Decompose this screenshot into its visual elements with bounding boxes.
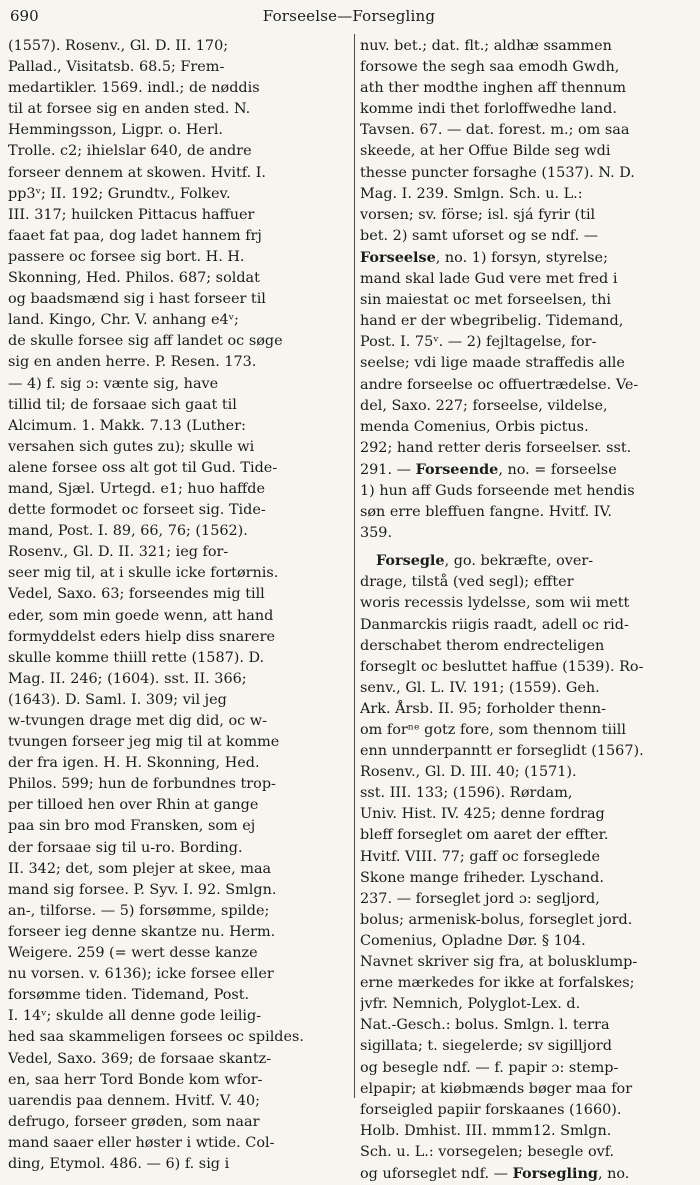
text-line: forseigled papiir forskaanes (1660). bbox=[360, 1101, 622, 1118]
right-column bbox=[360, 36, 692, 1185]
text-line: derschabet therom endrecteligen bbox=[360, 637, 605, 654]
text-line: Hvitf. VIII. 77; gaff oc forseglede bbox=[360, 848, 601, 865]
text-line: ath ther modthe inghen aff thennum bbox=[360, 80, 626, 97]
text-line: Holb. Dmhist. III. mmm12. Smlgn. bbox=[360, 1122, 612, 1139]
text-line: der fra igen. H. H. Skonning, Hed. bbox=[8, 755, 260, 772]
text-line: w-tvungen drage met dig did, oc w- bbox=[8, 713, 267, 729]
text-line: forsowe the segh saa emodh Gwdh, bbox=[360, 59, 620, 76]
text-line: Mag. II. 246; (1604). sst. II. 366; bbox=[8, 670, 247, 687]
text-line: Rosenv., Gl. D. II. 321; ieg for- bbox=[8, 544, 229, 561]
text-line: I. 14ᵛ; skulde all denne gode leilig- bbox=[8, 1008, 262, 1025]
text-line: an-, tilforse. — 5) forsømme, spilde; bbox=[8, 902, 270, 919]
text-line: Weigere. 259 (= wert desse kanze bbox=[8, 945, 258, 962]
text-line: senv., Gl. L. IV. 191; (1559). Geh. bbox=[360, 679, 600, 696]
text-line: tillid til; de forsaae sich gaat til bbox=[8, 396, 237, 413]
text-line: søn erre bleffuen fangne. Hvitf. IV. bbox=[360, 504, 612, 521]
headword: Forsegle bbox=[376, 552, 445, 570]
text-line: mand skal lade Gud vere met fred i bbox=[360, 271, 618, 288]
text-line: seer mig til, at i skulle icke fortørnis. bbox=[8, 565, 279, 582]
text-line: faaet fat paa, dog ladet hannem frj bbox=[8, 227, 262, 244]
text-line: (1643). D. Saml. I. 309; vil jeg bbox=[8, 691, 227, 708]
text-line: bleff forseglet om aaret der effter. bbox=[360, 827, 609, 844]
text-line: de skulle forsee sig aff landet oc søge bbox=[8, 333, 283, 350]
text-line: per tilloed hen over Rhin at gange bbox=[8, 797, 259, 814]
text-line: medartikler. 1569. indl.; de nøddis bbox=[8, 80, 260, 97]
text-line: Danmarckis riigis raadt, adell oc rid- bbox=[360, 616, 629, 633]
text-line: bet. 2) samt uforset og se ndf. — bbox=[360, 227, 599, 244]
text-line: ding, Etymol. 486. — 6) f. sig i bbox=[8, 1155, 230, 1172]
text-line: bolus; armenisk-bolus, forseglet jord. bbox=[360, 911, 633, 928]
headword: Forseelse bbox=[360, 248, 436, 266]
text-line: sst. III. 133; (1596). Rørdam, bbox=[360, 785, 573, 802]
text-line: Nat.-Gesch.: bolus. Smlgn. l. terra bbox=[360, 1017, 610, 1034]
text-line: drage, tilstå (ved segl); effter bbox=[360, 574, 574, 591]
text-line: Forseelse, no. 1) forsyn, styrelse; bbox=[360, 248, 608, 266]
text-line: (1557). Rosenv., Gl. D. II. 170; bbox=[8, 38, 229, 54]
text-line: Sch. u. L.: vorsegelen; besegle ovf. bbox=[360, 1143, 615, 1160]
page-header bbox=[6, 2, 692, 30]
text-line: Philos. 599; hun de forbundnes trop- bbox=[8, 776, 276, 793]
text-line: til at forsee sig en anden sted. N. bbox=[8, 101, 251, 118]
text-line: Mag. I. 239. Smlgn. Sch. u. L.: bbox=[360, 185, 583, 202]
text-line: Skone mange friheder. Lyschand. bbox=[360, 869, 604, 886]
text-line: nu vorsen. v. 6136); icke forsee eller bbox=[8, 966, 274, 983]
text-line: Alcimum. 1. Makk. 7.13 (Luther: bbox=[8, 417, 246, 434]
text-line: 1) hun aff Guds forseende met hendis bbox=[360, 482, 635, 499]
text-line: komme indi thet forloffwedhe land. bbox=[360, 101, 617, 118]
entry-headword-line: Forsegle, go. bekræfte, over- bbox=[376, 552, 594, 570]
text-line: og baadsmænd sig i hast forseer til bbox=[8, 291, 266, 308]
text-line: vorsen; sv. förse; isl. sjá fyrir (til bbox=[360, 206, 596, 223]
text-line: mand sig forsee. P. Syv. I. 92. Smlgn. bbox=[8, 881, 277, 898]
text-line: hand er der wbegribelig. Tidemand, bbox=[360, 313, 624, 330]
text-line: Tavsen. 67. — dat. forest. m.; om saa bbox=[360, 122, 630, 139]
text-line: Navnet skriver sig fra, at bolusklump- bbox=[360, 954, 638, 971]
text-line: Hemmingsson, Ligpr. o. Herl. bbox=[8, 122, 224, 139]
left-column bbox=[8, 36, 348, 1175]
text-line: mand, Sjæl. Urtegd. e1; huo haffde bbox=[8, 480, 266, 497]
text-line: forseer dennem at skowen. Hvitf. I. bbox=[8, 164, 266, 181]
text-line: woris recessis lydelsse, som wii mett bbox=[360, 595, 630, 612]
text-line: uarendis paa dennem. Hvitf. V. 40; bbox=[8, 1092, 261, 1109]
text-line: thesse puncter forsaghe (1537). N. D. bbox=[360, 164, 635, 181]
text-line: elpapir; at kiøbmænds bøger maa for bbox=[360, 1080, 633, 1097]
text-line: skeede, at her Offue Bilde seg wdi bbox=[360, 143, 611, 160]
text-line: om forⁿᵉ gotz fore, som thennom tiill bbox=[360, 722, 626, 738]
text-line: 292; hand retter deris forseelser. sst. bbox=[360, 439, 632, 456]
text-line: land. Kingo, Chr. V. anhang e4ᵛ; bbox=[8, 312, 239, 329]
text-line: eder, som min goede wenn, att hand bbox=[8, 607, 274, 624]
text-line: Ark. Årsb. II. 95; forholder thenn- bbox=[360, 700, 606, 717]
headword: Forsegling bbox=[512, 1164, 598, 1182]
text-line: pp3ᵛ; II. 192; Grundtv., Folkev. bbox=[8, 185, 231, 202]
text-line: 237. — forseglet jord ɔ: segljord, bbox=[360, 890, 600, 907]
text-line: skulle komme thiill rette (1587). D. bbox=[8, 649, 265, 666]
text-line: menda Comenius, Orbis pictus. bbox=[360, 418, 589, 435]
text-line: alene forsee oss alt got til Gud. Tide- bbox=[8, 459, 278, 476]
text-line: forseer ieg denne skantze nu. Herm. bbox=[8, 923, 276, 940]
column-divider bbox=[354, 34, 355, 1098]
text-line: og uforseglet ndf. — Forsegling, no. bbox=[360, 1164, 630, 1182]
text-line: Rosenv., Gl. D. III. 40; (1571). bbox=[360, 764, 577, 781]
text-line: mand saaer eller høster i wtide. Col- bbox=[8, 1134, 275, 1151]
text-line: Vedel, Saxo. 63; forseendes mig till bbox=[8, 586, 265, 603]
text-line: forsømme tiden. Tidemand, Post. bbox=[8, 987, 250, 1004]
text-line: Skonning, Hed. Philos. 687; soldat bbox=[8, 270, 260, 287]
text-line: Univ. Hist. IV. 425; denne fordrag bbox=[360, 806, 605, 823]
text-line: og besegle ndf. — f. papir ɔ: stemp- bbox=[360, 1059, 619, 1076]
text-line: sigillata; t. siegelerde; sv sigilljord bbox=[360, 1038, 612, 1055]
text-line: seelse; vdi lige maade straffedis alle bbox=[360, 355, 625, 372]
text-line: Comenius, Opladne Dør. § 104. bbox=[360, 932, 586, 949]
text-line: III. 317; huilcken Pittacus haffuer bbox=[8, 206, 255, 223]
text-line: mand, Post. I. 89, 66, 76; (1562). bbox=[8, 523, 248, 540]
text-line: del, Saxo. 227; forseelse, vildelse, bbox=[360, 397, 608, 414]
text-line: dette formodet oc forseet sig. Tide- bbox=[8, 502, 266, 519]
text-line: — 4) f. sig ɔ: vænte sig, have bbox=[8, 375, 219, 392]
running-title: Forseelse—Forsegling bbox=[262, 7, 436, 25]
text-line: 359. bbox=[360, 525, 393, 542]
page-number: 690 bbox=[10, 7, 39, 25]
text-line: formyddelst eders hielp diss snarere bbox=[8, 628, 275, 645]
text-line: paa sin bro mod Fransken, som ej bbox=[8, 818, 256, 835]
text-line: tvungen forseer jeg mig til at komme bbox=[8, 734, 280, 751]
text-line: Post. I. 75ᵛ. — 2) fejltagelse, for- bbox=[360, 334, 597, 351]
text-line: sin maiestat oc met forseelsen, thi bbox=[360, 292, 611, 309]
text-line: Pallad., Visitatsb. 68.5; Frem- bbox=[8, 59, 225, 76]
text-line: erne mærkedes for ikke at forfalskes; bbox=[360, 975, 635, 992]
text-line: Trolle. c2; ihielslar 640, de andre bbox=[8, 143, 252, 160]
text-line: forseglt oc besluttet haffue (1539). Ro- bbox=[360, 658, 644, 675]
text-line: 291. — Forseende, no. = forseelse bbox=[360, 460, 617, 478]
text-line: defrugo, forseer grøden, som naar bbox=[8, 1113, 260, 1130]
text-line: versahen sich gutes zu); skulle wi bbox=[8, 438, 255, 455]
text-line: nuv. bet.; dat. flt.; aldhæ ssammen bbox=[360, 38, 612, 54]
text-line: II. 342; det, som plejer at skee, maa bbox=[8, 860, 272, 877]
text-line: sig en anden herre. P. Resen. 173. bbox=[8, 354, 257, 371]
text-line: passere oc forsee sig bort. H. H. bbox=[8, 248, 245, 265]
text-line: der forsaae sig til u-ro. Bording. bbox=[8, 839, 243, 856]
text-line: andre forseelse oc offuertrædelse. Ve- bbox=[360, 376, 639, 393]
text-line: enn unnderpanntt er forseglidt (1567). bbox=[360, 743, 644, 760]
text-line: hed saa skammeligen forsees oc spildes. bbox=[8, 1029, 304, 1046]
text-line: en, saa herr Tord Bonde kom wfor- bbox=[8, 1071, 263, 1088]
text-line: jvfr. Nemnich, Polyglot-Lex. d. bbox=[360, 996, 581, 1013]
headword: Forseende bbox=[415, 460, 499, 478]
text-line: Vedel, Saxo. 369; de forsaae skantz- bbox=[8, 1050, 272, 1067]
